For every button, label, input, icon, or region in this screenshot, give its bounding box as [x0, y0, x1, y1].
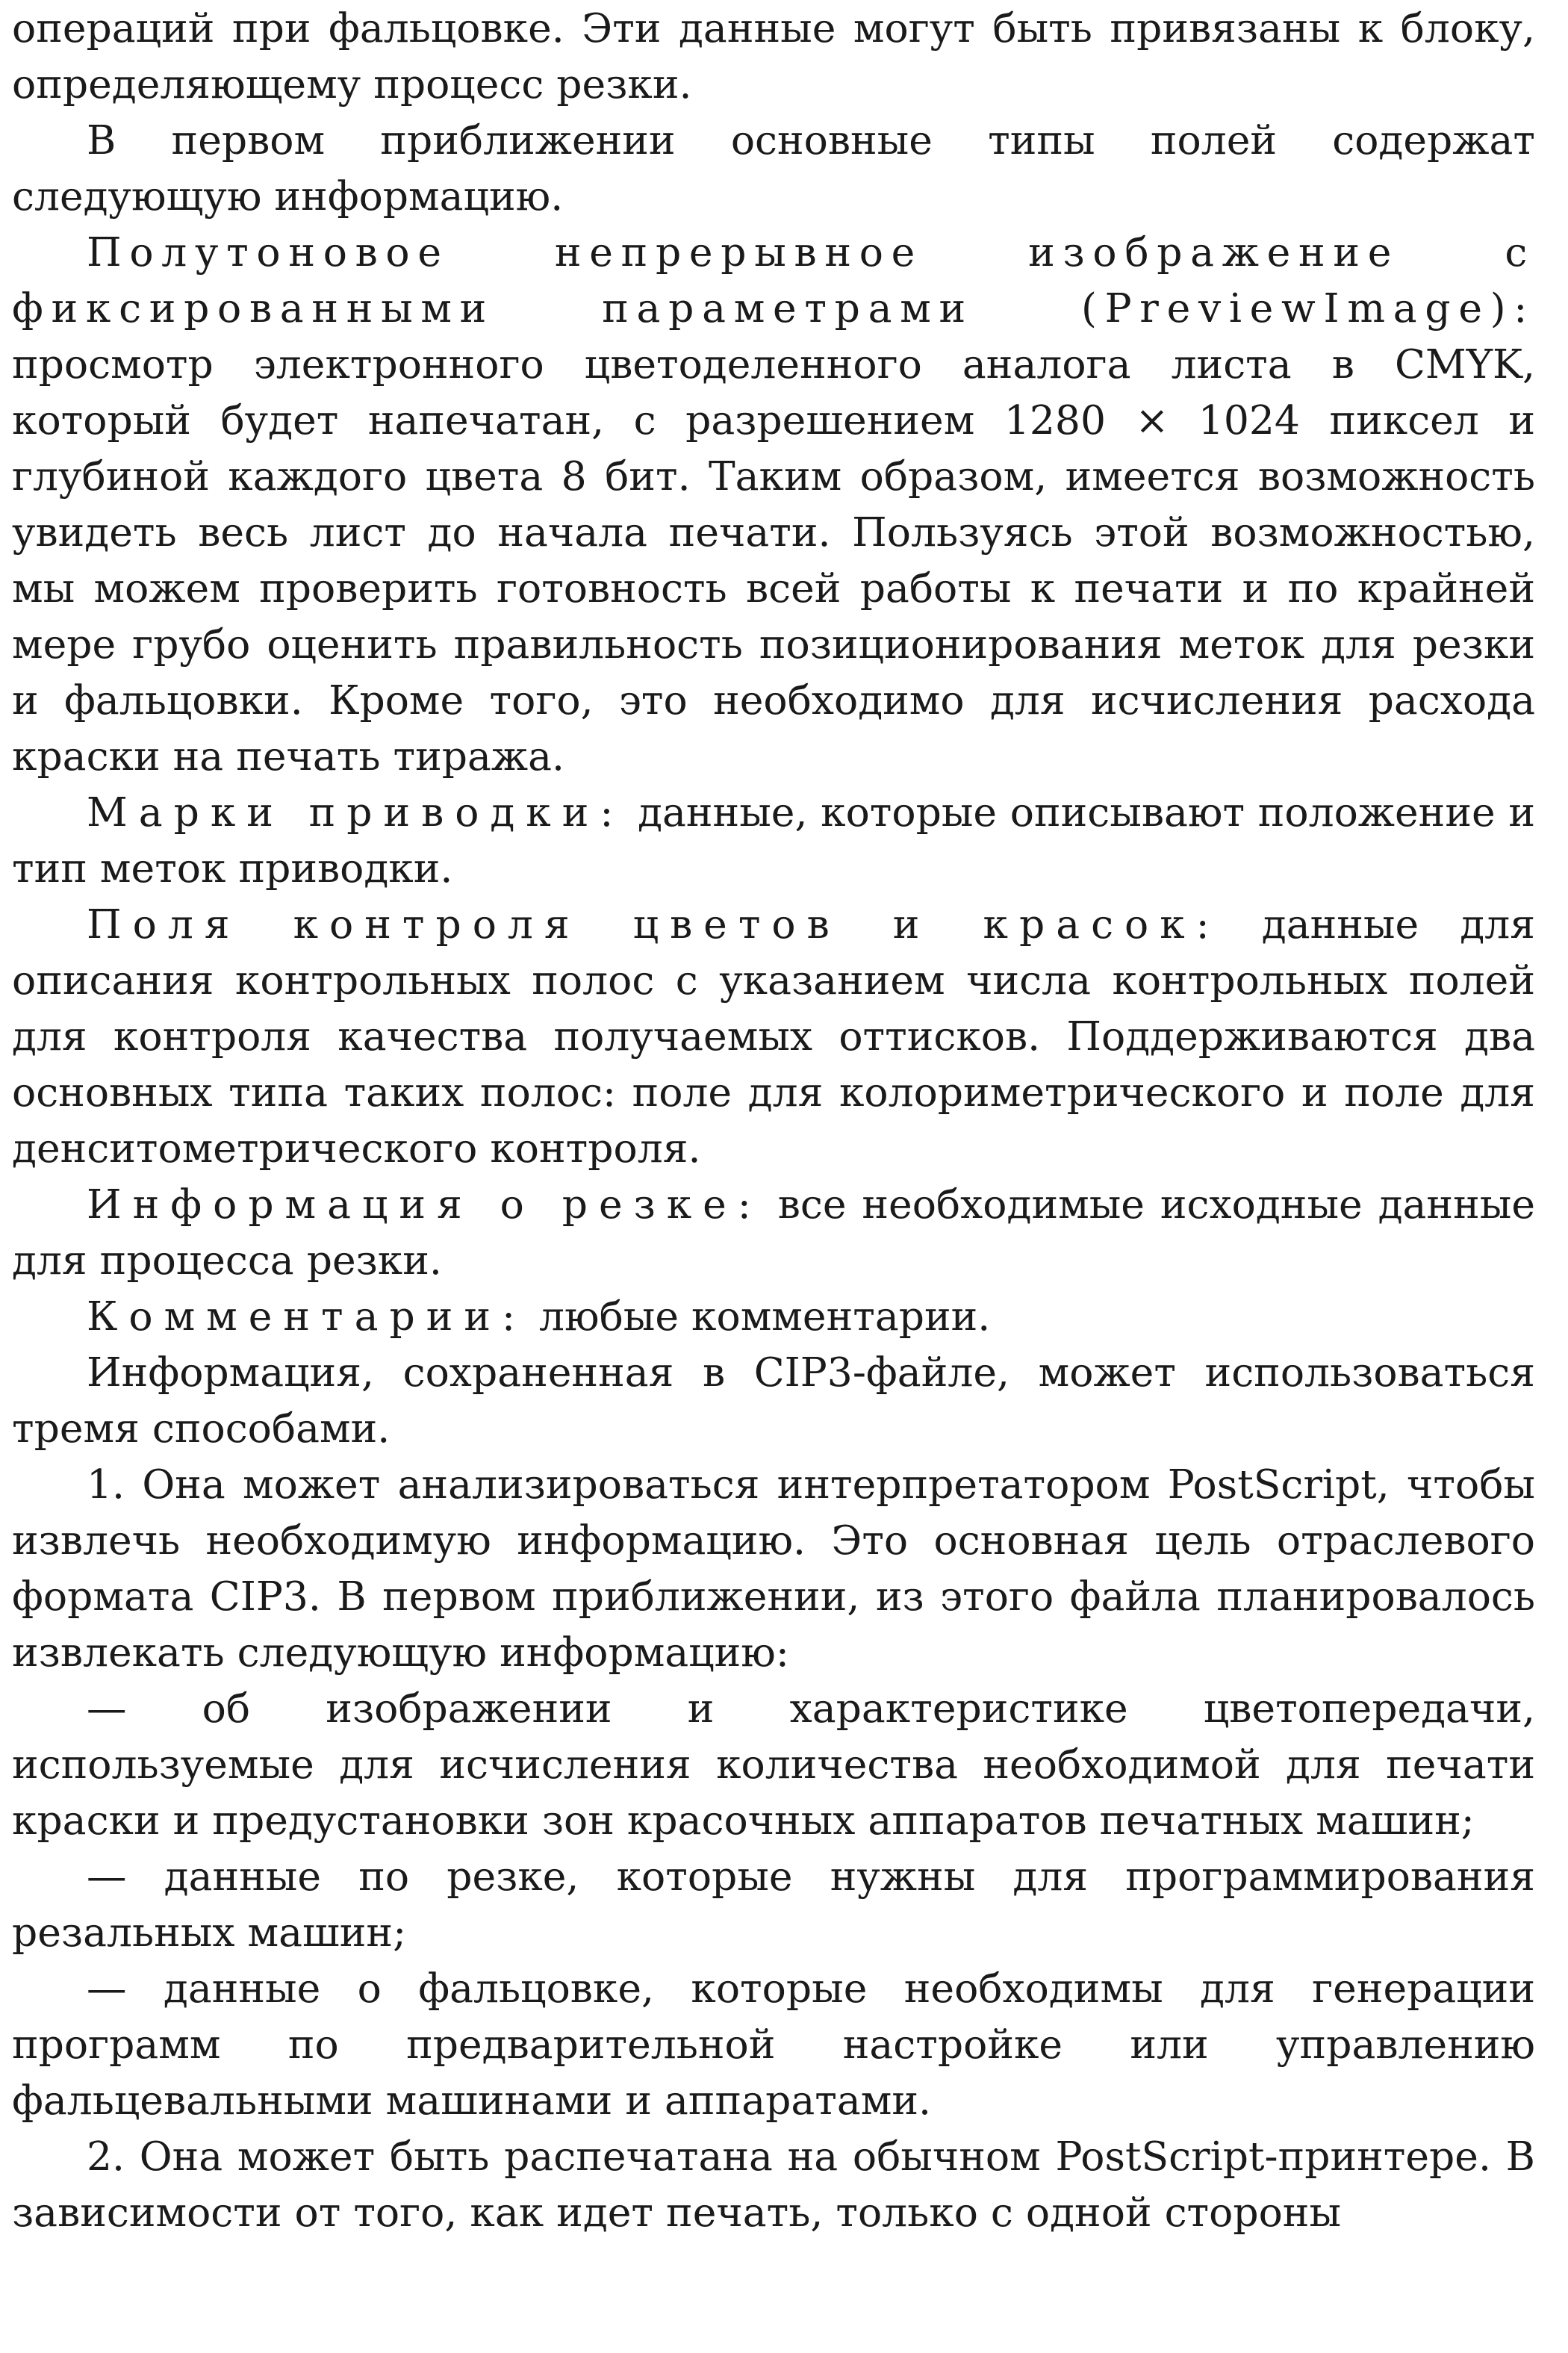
term-comments: Комментарии: — [87, 1293, 527, 1340]
text-register-marks: данные, которые описывают положение и тип меток приводки. — [12, 789, 1535, 892]
list-item-image-data: — об изображении и характеристике цветопередачи, используемые для исчисления количества необходимой для печати краски и предустановки зон красочных аппаратов печатных машин; — [12, 1685, 1535, 1844]
paragraph-folding-data: операций при фальцовке. Эти данные могут быть привязаны к блоку, определяющему процесс резки. — [12, 4, 1535, 108]
term-preview-image: Полутоновое непрерывное изображение с фиксированными параметрами (PreviewImage): — [12, 229, 1535, 332]
list-item-folding-data: — данные о фальцовке, которые необходимы для генерации программ по предварительной настройке или управлению фальцевальными машинами и аппаратами. — [12, 1965, 1535, 2124]
paragraph-register-marks — [12, 784, 1535, 896]
paragraph-cutting-info — [12, 1176, 1535, 1288]
term-cutting-info: Информация о резке: — [87, 1181, 762, 1228]
term-register-marks: Марки приводки: — [87, 789, 625, 836]
text-cutting-info: все необходимые исходные данные для процесса резки. — [12, 1181, 1535, 1284]
paragraph-cip3-usage: Информация, сохраненная в CIP3-файле, может использоваться тремя способами. — [12, 1349, 1535, 1452]
paragraph-usage-2: 2. Она может быть распечатана на обычном PostScript-принтере. В зависимости от того, как идет печать, только с одной стороны — [12, 2133, 1535, 2236]
list-item-cutting-data: — данные по резке, которые нужны для программирования резальных машин; — [12, 1853, 1535, 1956]
paragraph-field-types-intro: В первом приближении основные типы полей содержат следующую информацию. — [12, 116, 1535, 220]
text-comments: любые комментарии. — [526, 1293, 991, 1340]
paragraph-color-control — [12, 896, 1535, 1176]
paragraph-usage-1: 1. Она может анализироваться интерпретатором PostScript, чтобы извлечь необходимую информацию. Это основная цель отраслевого формата CIP3. В первом приближении, из этого файла планировалось извлекать следующую информацию: — [12, 1461, 1535, 1676]
text-color-control: данные для описания контрольных полос с указанием числа контрольных полей для контроля качества получаемых оттисков. Поддерживаются два основных типа таких полос: поле для колориметрического и поле для денситометрического контроля. — [12, 901, 1535, 1172]
book-page — [12, 0, 1535, 2240]
paragraph-comments — [12, 1288, 1535, 1344]
term-color-control: Поля контроля цветов и красок: — [87, 901, 1221, 948]
paragraph-preview-image — [12, 224, 1535, 784]
text-preview-image: просмотр электронного цветоделенного аналога листа в CMYK, который будет напечатан, с разрешением 1280 × 1024 пиксел и глубиной каждого цвета 8 бит. Таким образом, имеется возможность увидеть весь лист до начала печати. Пользуясь этой возможностью, мы можем проверить готовность всей работы к печати и по крайней мере грубо оценить правильность позиционирования меток для резки и фальцовки. Кроме того, это необходимо для исчисления расхода краски на печать тиража. — [12, 341, 1535, 780]
